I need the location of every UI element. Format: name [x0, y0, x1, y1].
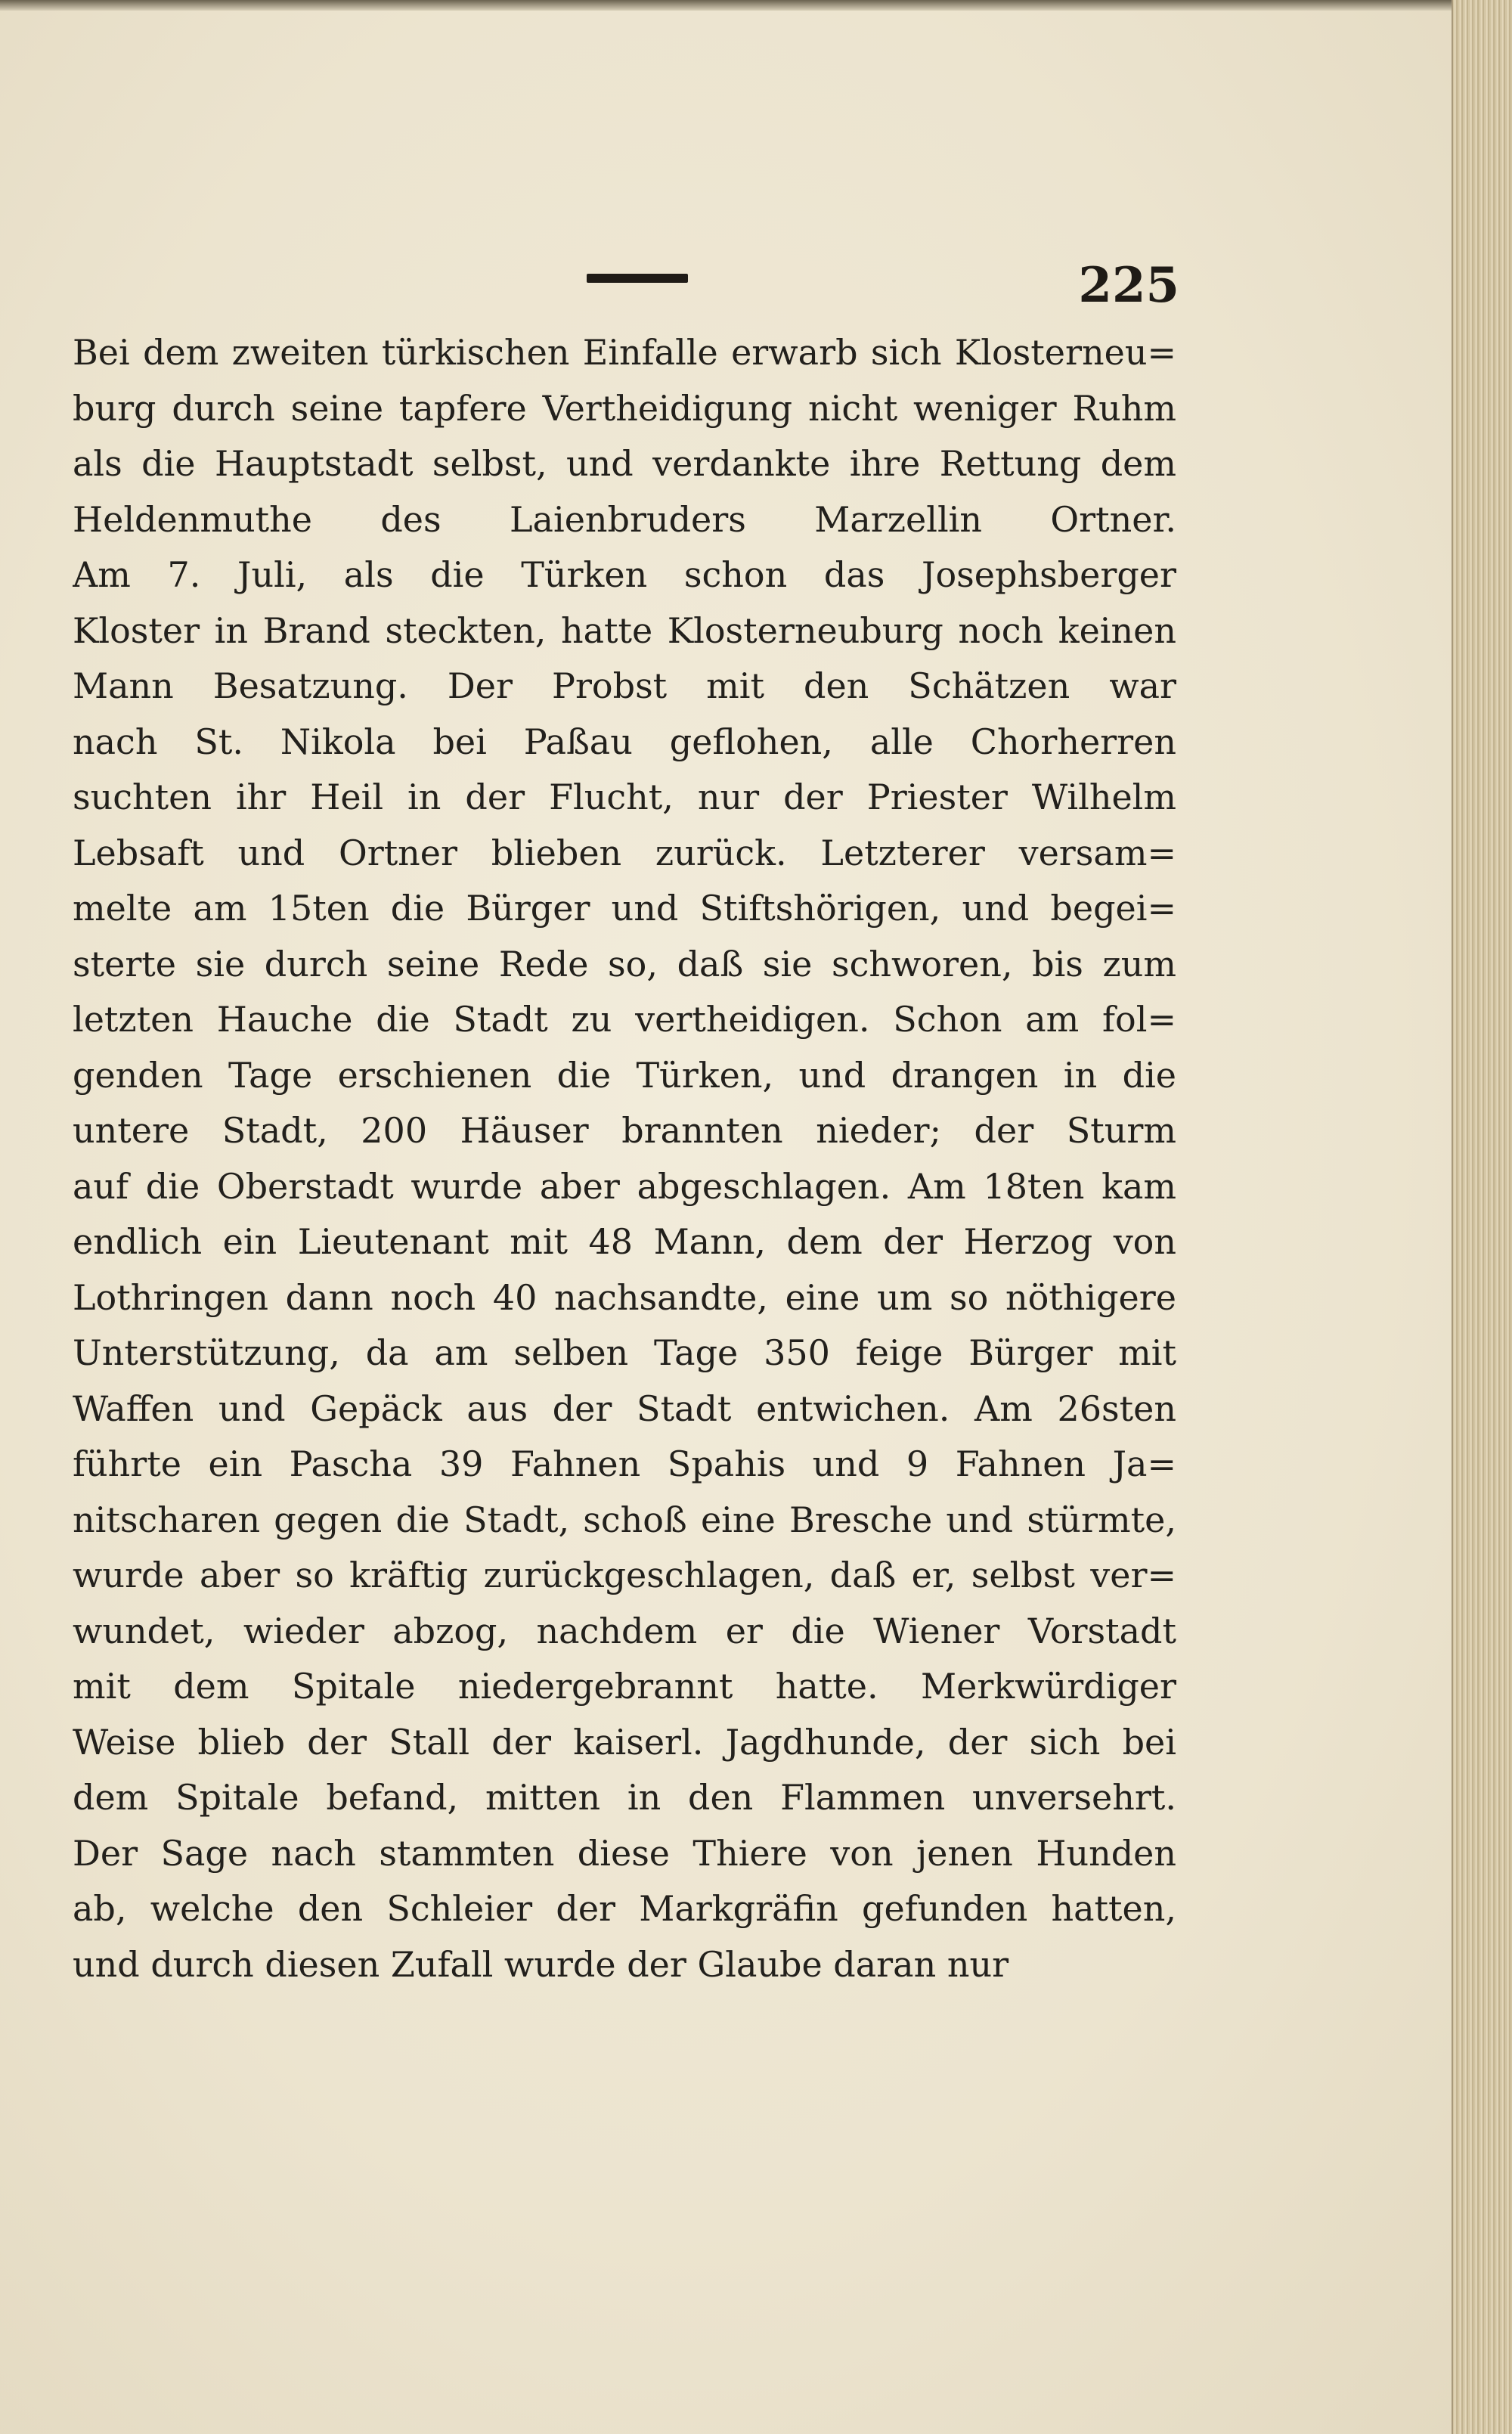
- text-line: genden Tage erschienen die Türken, und drangen in die: [73, 1054, 1176, 1096]
- page-stack-edge: [1452, 0, 1512, 2434]
- top-page-edge: [0, 0, 1512, 11]
- text-line: auf die Oberstadt wurde aber abgeschlagen. Am 18ten kam: [73, 1165, 1176, 1207]
- text-line: dem Spitale befand, mitten in den Flammen unversehrt.: [73, 1777, 1176, 1818]
- text-line: burg durch seine tapfere Vertheidigung nicht weniger Ruhm: [73, 387, 1176, 429]
- text-line: wundet, wieder abzog, nachdem er die Wiener Vorstadt: [73, 1610, 1176, 1651]
- text-line: mit dem Spitale niedergebrannt hatte. Merkwürdiger: [73, 1666, 1176, 1707]
- text-line: sterte sie durch seine Rede so, daß sie schworen, bis zum: [73, 943, 1176, 984]
- text-line: nach St. Nikola bei Paßau geflohen, alle Chorherren: [73, 721, 1176, 762]
- text-line: Der Sage nach stammten diese Thiere von jenen Hunden: [73, 1832, 1176, 1874]
- text-line: melte am 15ten die Bürger und Stiftshörigen, und begei=: [73, 888, 1176, 929]
- text-line: untere Stadt, 200 Häuser brannten nieder; der Sturm: [73, 1110, 1176, 1151]
- text-line: Lothringen dann noch 40 nachsandte, eine um so nöthigere: [73, 1276, 1176, 1318]
- text-line: ab, welche den Schleier der Markgräfin gefunden hatten,: [73, 1888, 1176, 1929]
- text-line: als die Hauptstadt selbst, und verdankte ihre Rettung dem: [73, 443, 1176, 484]
- text-line: letzten Hauche die Stadt zu vertheidigen. Schon am fol=: [73, 999, 1176, 1040]
- text-line: Waffen und Gepäck aus der Stadt entwichen. Am 26sten: [73, 1388, 1176, 1429]
- page-number: 225: [1078, 257, 1179, 314]
- text-line: Lebsaft und Ortner blieben zurück. Letzterer versam=: [73, 832, 1176, 873]
- text-line: Heldenmuthe des Laienbruders Marzellin Ortner.: [73, 498, 1176, 540]
- text-line: suchten ihr Heil in der Flucht, nur der Priester Wilhelm: [73, 777, 1176, 817]
- text-line: endlich ein Lieutenant mit 48 Mann, dem der Herzog von: [73, 1221, 1176, 1262]
- text-line: Am 7. Juli, als die Türken schon das Josephsberger: [73, 554, 1176, 595]
- text-line: wurde aber so kräftig zurückgeschlagen, daß er, selbst ver=: [73, 1555, 1176, 1595]
- text-line: Weise blieb der Stall der kaiserl. Jagdhunde, der sich bei: [73, 1721, 1176, 1763]
- header-rule: [587, 274, 688, 283]
- text-line: führte ein Pascha 39 Fahnen Spahis und 9 Fahnen Ja=: [73, 1443, 1176, 1484]
- text-line: Bei dem zweiten türkischen Einfalle erwarb sich Klosterneu=: [73, 332, 1176, 373]
- body-text: [73, 325, 1176, 1992]
- text-line: und durch diesen Zufall wurde der Glaube daran nur: [73, 1943, 1009, 1985]
- text-line: Unterstützung, da am selben Tage 350 feige Bürger mit: [73, 1332, 1176, 1373]
- text-line: nitscharen gegen die Stadt, schoß eine Bresche und stürmte,: [73, 1499, 1176, 1540]
- text-line: Mann Besatzung. Der Probst mit den Schätzen war: [73, 665, 1176, 706]
- text-line: Kloster in Brand steckten, hatte Klosterneuburg noch keinen: [73, 609, 1176, 651]
